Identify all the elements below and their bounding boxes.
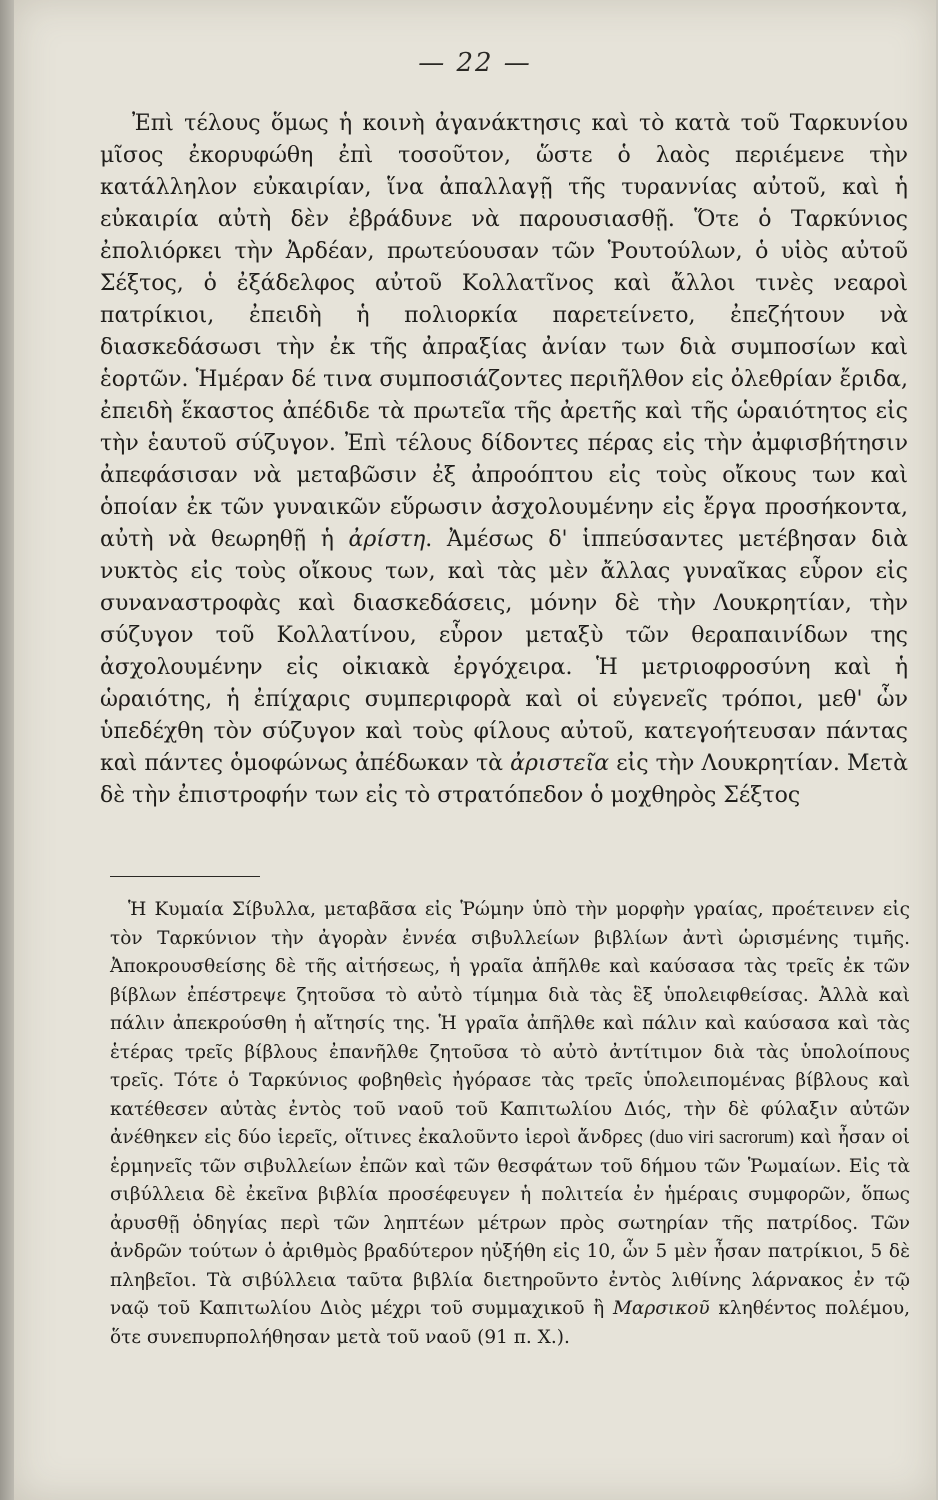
footnote-emphasis: Μαρσικοῦ xyxy=(612,1298,710,1319)
footnote-latin-phrase: (duo viri sacrorum) xyxy=(649,1128,794,1148)
page-number: — 22 — xyxy=(418,48,532,78)
body-text-part-2: . Ἀμέσως δ' ἱππεύσαντες μετέβησαν διὰ νυκτὸς εἰς τοὺς οἴκους των, καὶ τὰς μὲν ἄλλας γυναῖκας εὗρον εἰς συναναστροφὰς καὶ διασκεδάσεις, μόνην δὲ τὴν Λουκρητίαν, τὴν σύζυγον τοῦ Κολλατίνου, εὗρον μεταξὺ τῶν θεραπαινίδων της ἀσχολουμένην εἰς οἰκιακὰ ἐργόχειρα. Ἡ μετριοφροσύνη καὶ ἡ ὡραιότης, ἡ ἐπίχαρις συμπεριφορὰ καὶ οἱ εὐγενεῖς τρόποι, μεθ' ὧν ὑπεδέχθη τὸν σύζυγον καὶ τοὺς φίλους αὐτοῦ, κατεγοήτευσαν πάντας καὶ πάντες ὁμοφώνως ἀπέδωκαν τὰ xyxy=(100,527,908,776)
body-paragraph xyxy=(100,108,908,812)
footnote-text-part-2: καὶ ἦσαν οἱ ἑρμηνεῖς τῶν σιβυλλείων ἐπῶν καὶ τῶν θεσφάτων τοῦ δήμου τῶν Ῥωμαίων. Εἰς τὰ σιβύλλεια δὲ ἐκεῖνα βιβλία προσέφευγεν ἡ πολιτεία ἐν ἡμέραις συμφορῶν, ὅπως ἀρυσθῇ ὁδηγίας περὶ τῶν ληπτέων μέτρων πρὸς σωτηρίαν τῆς πατρίδος. Τῶν ἀνδρῶν τούτων ὁ ἀριθμὸς βραδύτερον ηὐξήθη εἰς 10, ὧν 5 μὲν ἦσαν πατρίκιοι, 5 δὲ πληβεῖοι. Τὰ σιβύλλεια ταῦτα βιβλία διετηροῦντο ἐντὸς λιθίνης λάρνακος ἐν τῷ ναῷ τοῦ Καπιτωλίου Διὸς μέχρι τοῦ συμμαχικοῦ ἢ xyxy=(110,1127,910,1319)
emphasis-ariste: ἀρίστη xyxy=(348,527,426,552)
emphasis-aristeia: ἀριστεῖα xyxy=(510,751,610,776)
footnote-text-end: κληθέντος πολέμου, ὅτε συνεπυρπολήθησαν μετὰ τοῦ ναοῦ (91 π. Χ.). xyxy=(110,1298,910,1348)
page-edge-shadow xyxy=(0,0,14,1500)
book-page xyxy=(14,0,936,1500)
footnote xyxy=(110,896,910,1352)
body-text-part-1: Ἐπὶ τέλους ὅμως ἡ κοινὴ ἀγανάκτησις καὶ τὸ κατὰ τοῦ Ταρκυνίου μῖσος ἐκορυφώθη ἐπὶ τοσοῦτον, ὥστε ὁ λαὸς περιέμενε τὴν κατάλληλον εὐκαιρίαν, ἵνα ἀπαλλαγῇ τῆς τυραννίας αὐτοῦ, καὶ ἡ εὐκαιρία αὐτὴ δὲν ἐβράδυνε νὰ παρουσιασθῇ. Ὅτε ὁ Ταρκύνιος ἐπολιόρκει τὴν Ἀρδέαν, πρωτεύουσαν τῶν Ῥουτούλων, ὁ υἱὸς αὐτοῦ Σέξτος, ὁ ἐξάδελφος αὐτοῦ Κολλατῖνος καὶ ἄλλοι τινὲς νεαροὶ πατρίκιοι, ἐπειδὴ ἡ πολιορκία παρετείνετο, ἐπεζήτουν νὰ διασκεδάσωσι τὴν ἐκ τῆς ἀπραξίας ἀνίαν των διὰ συμποσίων καὶ ἑορτῶν. Ἡμέραν δέ τινα συμποσιάζοντες περιῆλθον εἰς ὀλεθρίαν ἔριδα, ἐπειδὴ ἕκαστος ἀπέδιδε τὰ πρωτεῖα τῆς ἀρετῆς καὶ τῆς ὡραιότητος εἰς τὴν ἑαυτοῦ σύζυγον. Ἐπὶ τέλους δίδοντες πέρας εἰς τὴν ἀμφισβήτησιν ἀπεφάσισαν νὰ μεταβῶσιν ἐξ ἀπροόπτου εἰς τοὺς οἴκους των καὶ ὁποίαν ἐκ τῶν γυναικῶν εὕρωσιν ἀσχολουμένην εἰς ἔργα προσήκοντα, αὐτὴ νὰ θεωρηθῇ ἡ xyxy=(100,111,908,552)
footnote-divider xyxy=(110,876,260,877)
body-text-part-3: εἰς τὴν Λουκρητίαν. Μετὰ δὲ τὴν ἐπιστροφήν των εἰς τὸ στρατόπεδον ὁ μοχθηρὸς Σέξτος xyxy=(100,751,908,808)
footnote-text-part-1: Ἡ Κυμαία Σίβυλλα, μεταβᾶσα εἰς Ῥώμην ὑπὸ τὴν μορφὴν γραίας, προέτεινεν εἰς τὸν Ταρκύνιον τὴν ἀγορὰν ἐννέα σιβυλλείων βιβλίων ἀντὶ ὡρισμένης τιμῆς. Ἀποκρουσθείσης δὲ τῆς αἰτήσεως, ἡ γραῖα ἀπῆλθε καὶ καύσασα τὰς τρεῖς ἐκ τῶν βίβλων ἐπέστρεψε ζητοῦσα τὸ αὐτὸ τίμημα διὰ τὰς ἓξ ὑπολειφθείσας. Ἀλλὰ καὶ πάλιν ἀπεκρούσθη ἡ αἴτησίς της. Ἡ γραῖα ἀπῆλθε καὶ πάλιν καὶ καύσασα καὶ τὰς ἑτέρας τρεῖς βίβλους ἐπανῆλθε ζητοῦσα τὸ αὐτὸ ἀντίτιμον διὰ τὰς ὑπολοίπους τρεῖς. Τότε ὁ Ταρκύνιος φοβηθεὶς ἠγόρασε τὰς τρεῖς ὑπολειπομένας βίβλους καὶ κατέθεσεν αὐτὰς ἐντὸς τοῦ ναοῦ τοῦ Καπιτωλίου Διός, τὴν δὲ φύλαξιν αὐτῶν ἀνέθηκεν εἰς δύο ἱερεῖς, οἵτινες ἐκαλοῦντο ἱεροὶ ἄνδρες xyxy=(110,899,910,1148)
